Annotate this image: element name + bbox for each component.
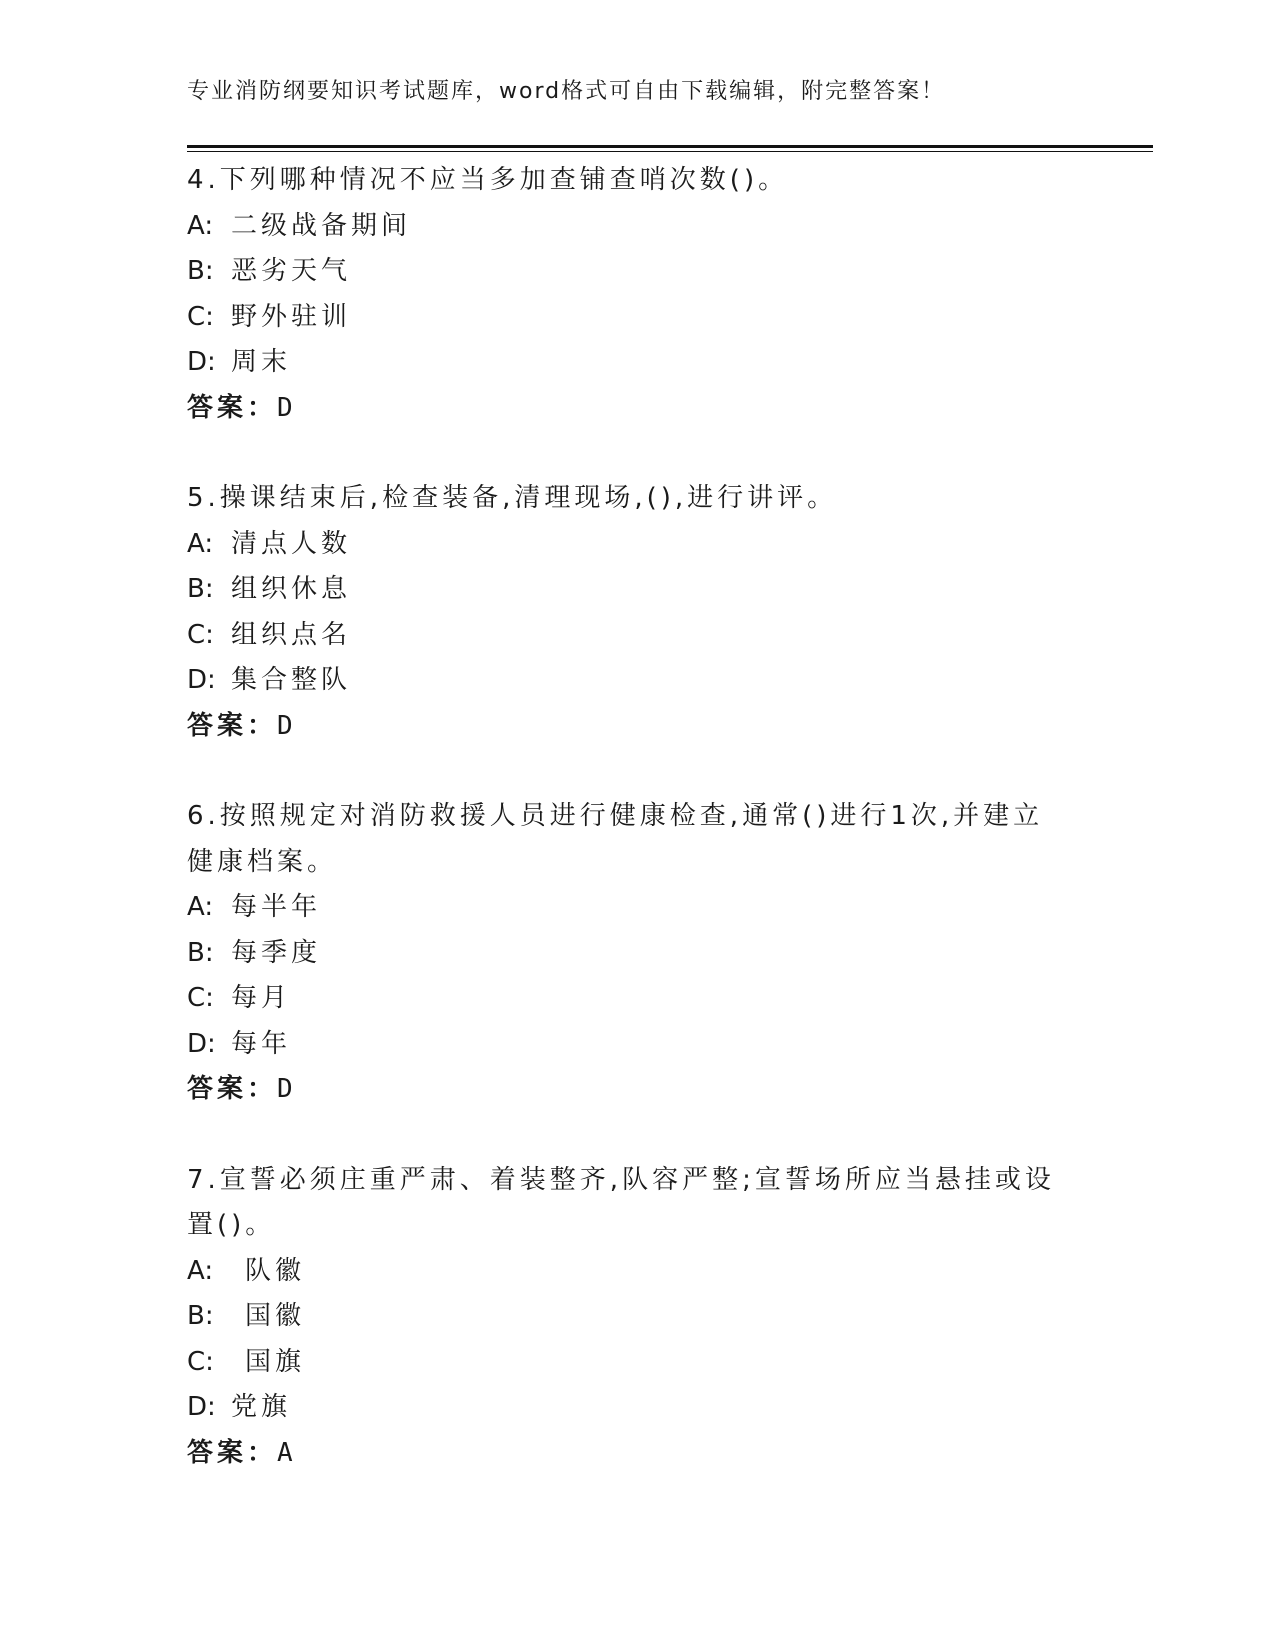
option-a — [187, 204, 1067, 250]
option-text: 周末 — [231, 347, 292, 377]
option-key: C: — [187, 301, 214, 332]
answer-line — [187, 1431, 1067, 1477]
answer-line — [187, 386, 1067, 432]
option-key: A: — [187, 210, 214, 241]
option-text: 每季度 — [231, 937, 322, 968]
option-key: B: — [187, 574, 214, 604]
option-text: 二级战备期间 — [231, 210, 412, 241]
option-key: A: — [187, 1255, 214, 1286]
question-stem: 4.下列哪种情况不应当多加查铺查哨次数()。 — [187, 165, 789, 195]
answer-line — [187, 1067, 1067, 1113]
answer-label: 答案： — [187, 1074, 278, 1104]
option-key: C: — [187, 1346, 214, 1377]
question-4 — [187, 158, 1067, 431]
question-6 — [187, 794, 1067, 1113]
option-key: C: — [187, 983, 214, 1013]
option-text: 组织点名 — [231, 619, 352, 650]
answer-label: 答案： — [187, 710, 278, 741]
option-key: A: — [187, 892, 214, 922]
answer-label: 答案： — [187, 392, 278, 423]
answer-value: D — [277, 710, 293, 741]
option-d — [187, 340, 1067, 386]
option-key: B: — [187, 937, 214, 968]
option-c — [187, 613, 1067, 659]
option-key: A: — [187, 528, 214, 559]
option-key: B: — [187, 1301, 214, 1331]
option-text: 党旗 — [231, 1392, 292, 1422]
option-a — [187, 522, 1067, 568]
option-text: 每月 — [231, 983, 292, 1013]
option-b — [187, 567, 1067, 613]
answer-label: 答案： — [187, 1437, 278, 1468]
answer-value: D — [277, 392, 293, 423]
option-a — [187, 885, 1067, 931]
option-key: D: — [187, 347, 216, 377]
question-list — [187, 158, 1067, 1476]
question-7 — [187, 1158, 1067, 1477]
option-c — [187, 976, 1067, 1022]
option-text: 每半年 — [231, 892, 322, 922]
page-header: 专业消防纲要知识考试题库，word格式可自由下载编辑，附完整答案！ — [187, 79, 946, 104]
option-b — [187, 1294, 1067, 1340]
option-c — [187, 1340, 1067, 1386]
option-d — [187, 658, 1067, 704]
option-d — [187, 1385, 1067, 1431]
option-key: B: — [187, 256, 214, 286]
header-rule-thin — [187, 151, 1153, 152]
answer-value: D — [277, 1074, 293, 1104]
option-text: 组织休息 — [231, 574, 352, 604]
option-c — [187, 295, 1067, 341]
header-rule-thick — [187, 145, 1153, 148]
option-text: 野外驻训 — [231, 301, 352, 332]
option-b — [187, 931, 1067, 977]
answer-value: A — [277, 1437, 293, 1468]
option-text: 每年 — [231, 1028, 292, 1059]
option-key: D: — [187, 1392, 216, 1422]
option-key: C: — [187, 619, 214, 650]
question-5 — [187, 476, 1067, 749]
option-a — [187, 1249, 1067, 1295]
option-text: 队徽 — [245, 1255, 306, 1286]
option-key: D: — [187, 1028, 216, 1059]
option-text: 集合整队 — [231, 665, 352, 695]
option-d — [187, 1022, 1067, 1068]
option-text: 恶劣天气 — [231, 256, 352, 286]
question-stem: 5.操课结束后,检查装备,清理现场,(),进行讲评。 — [187, 483, 838, 513]
option-key: D: — [187, 665, 216, 695]
option-text: 国徽 — [245, 1301, 306, 1331]
option-text: 清点人数 — [231, 528, 352, 559]
option-b — [187, 249, 1067, 295]
answer-line — [187, 704, 1067, 750]
question-stem: 7.宣誓必须庄重严肃、着装整齐,队容严整;宣誓场所应当悬挂或设置()。 — [187, 1164, 1055, 1240]
option-text: 国旗 — [245, 1346, 306, 1377]
question-stem: 6.按照规定对消防救援人员进行健康检查,通常()进行1次,并建立健康档案。 — [187, 801, 1044, 877]
